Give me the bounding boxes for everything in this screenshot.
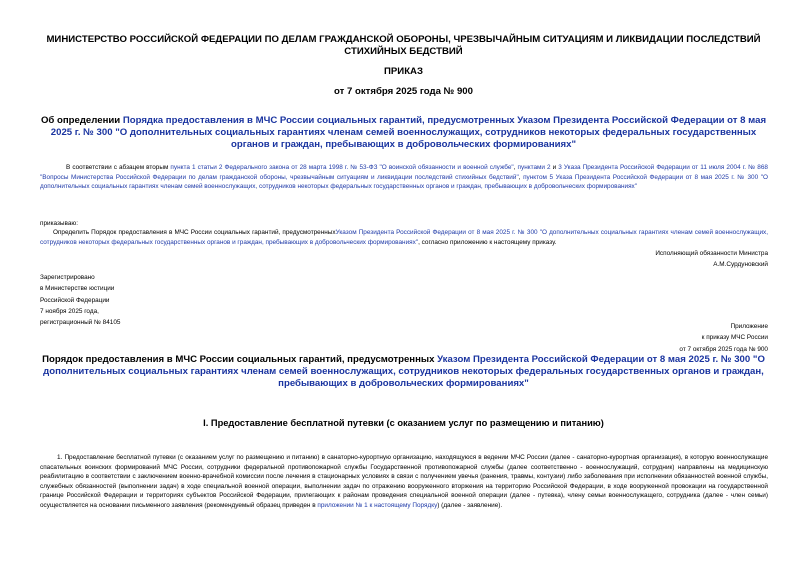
registration-block	[40, 272, 290, 328]
procedure-title-text: Порядок предоставления в МЧС России социальных гарантий, предусмотренных	[42, 354, 438, 365]
appendix-line2: к приказу МЧС России	[701, 334, 768, 342]
decree-300-link[interactable]: Указом Президента Российской Федерации от 8 мая 2025 г. № 300 "О дополнительных социальных гарантиях членам семей военнослужащих, сотрудников некоторых федеральных государственных органов и граждан, пребывающих в добровольческих формированиях"	[40, 229, 769, 246]
determine-text-1: Определить Порядок предоставления в МЧС России социальных гарантий, предусмотренных	[53, 229, 336, 236]
determine-text-2: , согласно приложению к настоящему приказу.	[418, 238, 557, 246]
doc-date: от 7 октября 2025 года № 900	[334, 86, 473, 97]
registration-line: в Министерстве юстиции	[40, 285, 115, 293]
order-title-prefix: Об определении	[40, 115, 123, 126]
preamble-text-1: В соответствии с абзацем вторым	[66, 164, 171, 171]
law-53fz-link[interactable]: пункта 1 статьи 2 Федерального закона от 28 марта 1998 г. № 53-ФЗ "О воинской обязанности и военной службе"	[170, 164, 514, 171]
appendix-1-link[interactable]: приложении № 1 к настоящему Порядку	[317, 501, 438, 509]
points-2-link[interactable]: пунктами 2	[517, 164, 551, 171]
procedure-title	[40, 354, 767, 390]
preamble	[40, 163, 768, 192]
order-title-link[interactable]: Порядка предоставления в МЧС России социальных гарантий, предусмотренных Указом Президента Российской Федерации от 8 мая 2025 г. № 300 "О дополнительных социальных гарантиях членам семей военнослужащих, сотрудников некоторых федеральных государственных органов и граждан, пребывающих в добровольческих формированиях"	[50, 115, 767, 150]
signature-name: А.М.Сурдуновский	[713, 261, 768, 268]
appendix-line1: Приложение	[730, 323, 768, 330]
paragraph-1	[40, 453, 768, 511]
preamble-text-4: ,	[518, 173, 524, 181]
registration-line: регистрационный № 84105	[40, 319, 121, 327]
preamble-text-3: и	[550, 164, 559, 171]
registration-line: Зарегистрировано	[40, 274, 95, 281]
procedure-title-link[interactable]: Указом Президента Российской Федерации от 8 мая 2025 г. № 300 "О дополнительных социальных гарантиях членам семей военнослужащих, сотрудников некоторых федеральных государственных органов и граждан, пребывающих в добровольческих формированиях"	[43, 354, 765, 389]
appendix-block	[440, 321, 768, 355]
determine-paragraph	[40, 228, 768, 247]
decree-868-link[interactable]: 3 Указа Президента Российской Федерации от 11 июля 2004 г. № 868 "Вопросы Министерства Российской Федерации по делам гражданской обороны, чрезвычайным ситуациям и ликвидации последствий стихийных бедствий"	[40, 164, 768, 181]
registration-line: 7 ноября 2025 года,	[40, 307, 99, 315]
appendix-line3: от 7 октября 2025 года № 900	[679, 345, 768, 353]
registration-line: Российской Федерации	[40, 296, 110, 304]
order-word: приказываю:	[40, 220, 78, 227]
paragraph-1-text-1: 1. Предоставление бесплатной путевки (с оказанием услуг по размещению и питанию) в санаторно-курортную организацию, находящуюся в ведении МЧС России (далее - санаторно-курортная организация), в которую военнослужащие спасательных воинских формирований МЧС России, сотрудники федеральной противопожарной службы Государственной противопожарной службы (далее соответственно - военнослужащий, сотрудник) направлены на медицинскую реабилитацию в соответствии с заключением военно-врачебной комиссии после лечения в стационарных условиях в связи с получением увечья (ранения, травмы, контузии) либо заболевания при исполнении обязанностей военной службы, служебных обязанностей (выполнении задач) в ходе специальной военной операции, выполнении задач по отражению вооруженного вторжения на территорию Российской Федерации, в ходе вооруженной провокации на государственной границе Российской Федерации и территориях субъектов Российской Федерации, прилегающих к районам проведения специальной военной операции (далее - путевка), члену семьи военнослужащего, сотрудника (далее - член семьи) осуществляется на основании письменного заявления (рекомендуемый образец приведен в	[40, 454, 768, 509]
section-heading: I. Предоставление бесплатной путевки (с оказанием услуг по размещению и питанию)	[203, 418, 604, 428]
decree-300-point5-link[interactable]: пунктом 5 Указа Президента Российской Федерации от 8 мая 2025 г. № 300 "О дополнительных социальных гарантиях членам семей военнослужащих, сотрудников некоторых федеральных государственных органов и граждан, пребывающих в добровольческих формированиях"	[40, 173, 768, 191]
ministry-header: МИНИСТЕРСТВО РОССИЙСКОЙ ФЕДЕРАЦИИ ПО ДЕЛАМ ГРАЖДАНСКОЙ ОБОРОНЫ, ЧРЕЗВЫЧАЙНЫМ СИТУАЦИЯМ И ЛИКВИДАЦИИ ПОСЛЕДСТВИЙ СТИХИЙНЫХ БЕДСТВИЙ	[46, 34, 761, 57]
signature-role: Исполняющий обязанности Министра	[655, 250, 768, 257]
doc-type: ПРИКАЗ	[384, 66, 423, 77]
preamble-text-2: ,	[513, 164, 518, 171]
paragraph-1-text-2: ) (далее - заявление).	[437, 501, 503, 509]
order-title	[40, 115, 767, 151]
